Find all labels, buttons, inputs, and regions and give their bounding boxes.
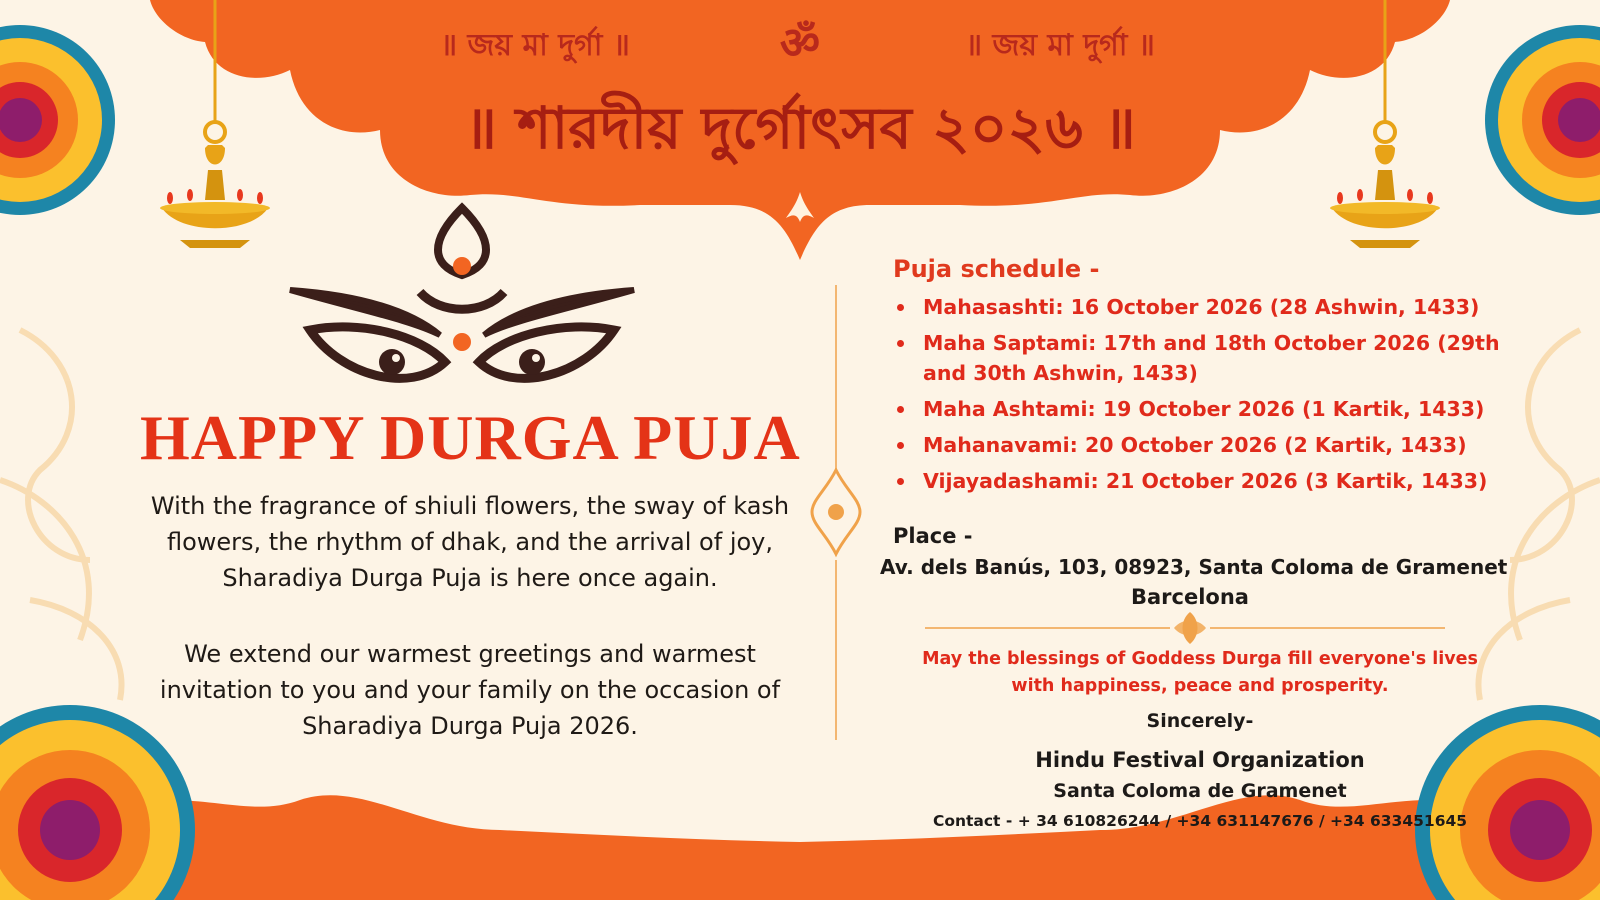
schedule-item	[893, 430, 1513, 460]
happy-durga-puja-heading: HAPPY DURGA PUJA	[140, 402, 801, 473]
sincerely-text: Sincerely-	[1146, 710, 1254, 732]
blessing-text: May the blessings of Goddess Durga fill everyone's lives with happiness, peace and prosperity.	[922, 649, 1478, 696]
organization-city: Santa Coloma de Gramenet	[1053, 780, 1347, 802]
schedule-item	[893, 328, 1513, 388]
bullet-icon	[897, 406, 904, 413]
bullet-icon	[897, 478, 904, 485]
om-symbol: ॐ	[779, 18, 821, 69]
schedule-item-text: Maha Ashtami: 19 October 2026 (1 Kartik, 1433)	[923, 397, 1485, 421]
schedule-item-text: Mahanavami: 20 October 2026 (2 Kartik, 1433)	[923, 433, 1467, 457]
durga-eyes-logo	[290, 208, 634, 378]
bottom-right-flower	[1415, 705, 1600, 900]
schedule-item-text: Mahasashti: 16 October 2026 (28 Ashwin, 1433)	[923, 295, 1480, 319]
left-swirl-ornament	[0, 330, 122, 700]
greeting-message-1: With the fragrance of shiuli flowers, the sway of kash flowers, the rhythm of dhak, and the arrival of joy, Sharadiya Durga Puja is here once again.	[150, 492, 790, 592]
bengali-title: ॥ শারদীয় দুর্গোৎসব ২০২৬ ॥	[464, 94, 1136, 162]
organization-name: Hindu Festival Organization	[1035, 748, 1365, 772]
contact-info: Contact - + 34 610826244 / +34 631147676 / +34 633451645	[932, 812, 1468, 830]
schedule-item-text: Vijayadashami: 21 October 2026 (3 Kartik, 1433)	[923, 469, 1488, 493]
top-right-flower	[1485, 25, 1600, 215]
schedule-title: Puja schedule -	[893, 255, 1100, 283]
top-left-flower	[0, 25, 115, 215]
greeting-left: ॥ জয় মা দুর্গা ॥	[440, 28, 630, 63]
place-label: Place -	[893, 524, 973, 548]
bullet-icon	[897, 304, 904, 311]
schedule-item	[893, 394, 1513, 424]
schedule-item-text: Maha Saptami: 17th and 18th October 2026 (29th and 30th Ashwin, 1433)	[923, 331, 1500, 385]
bullet-icon	[897, 340, 904, 347]
schedule-list	[893, 292, 1513, 502]
greeting-message-2: We extend our warmest greetings and warmest invitation to you and your family on the occasion of Sharadiya Durga Puja 2026.	[159, 640, 781, 740]
place-city: Barcelona	[1131, 585, 1249, 609]
bottom-banner	[0, 795, 1600, 900]
schedule-item	[893, 466, 1513, 496]
bullet-icon	[897, 442, 904, 449]
greeting-right: ॥ জয় মা দুর্গা ॥	[965, 28, 1155, 63]
place-address: Av. dels Banús, 103, 08923, Santa Coloma de Gramenet	[880, 555, 1508, 579]
horizontal-divider	[925, 612, 1445, 644]
schedule-item	[893, 292, 1513, 322]
vertical-divider	[812, 285, 860, 740]
